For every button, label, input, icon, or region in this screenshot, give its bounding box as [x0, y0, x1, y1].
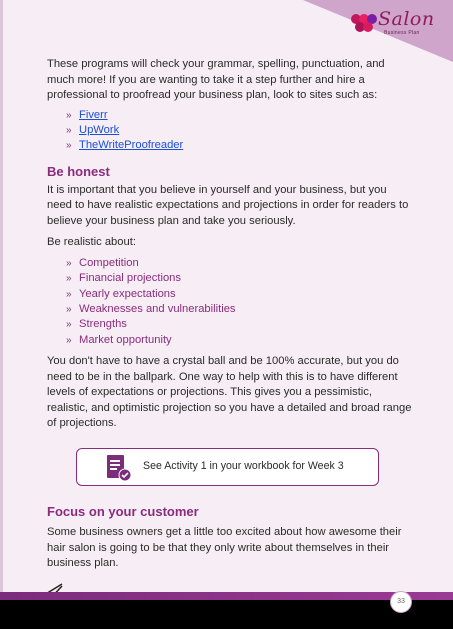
bullet-icon: » — [66, 334, 72, 346]
activity-callout — [76, 448, 379, 486]
logo-mark-icon — [351, 14, 379, 36]
bullet-icon: » — [66, 109, 72, 121]
activity-text: See Activity 1 in your workbook for Week 3 — [143, 460, 344, 472]
realistic-items-list — [47, 256, 412, 348]
logo-brand: Salon — [378, 8, 435, 30]
footer-bar — [0, 600, 453, 629]
proofread-links-list — [47, 108, 412, 154]
bullet-icon: » — [66, 257, 72, 269]
list-item: » Financial projections — [66, 271, 412, 286]
bullet-icon: » — [66, 124, 72, 136]
crystal-ball-paragraph: You don't have to have a crystal ball and be 100% accurate, but you do need to be in the ballpark. One way to help with this is to have different levels of expectations or projections. This gives you a pessimistic, realistic, and optimistic projection so you have a detailed and broad range of projections. — [47, 355, 412, 430]
focus-paragraph: Some business owners get a little too excited about how awesome their hair salon is going to be that they only write about themselves in their business plan. — [47, 526, 402, 569]
be-realistic-label: Be realistic about: — [47, 236, 136, 249]
footer-band — [0, 592, 453, 600]
bullet-icon: » — [66, 303, 72, 315]
list-item: » Competition — [66, 256, 412, 271]
main-content — [47, 57, 412, 432]
bullet-icon: » — [66, 273, 72, 285]
bullet-icon: » — [66, 288, 72, 300]
link-upwork[interactable]: UpWork — [79, 123, 120, 136]
intro-paragraph: These programs will check your grammar, spelling, punctuation, and much more! If you are wanting to take it a step further and hire a professional to proofread your business plan, look to sites such as: — [47, 58, 385, 101]
be-honest-paragraph: It is important that you believe in yourself and your business, but you need to have realistic expectations and projections in order for readers to believe your business plan and take you seriously. — [47, 183, 409, 227]
list-item — [66, 138, 412, 153]
section-heading-focus: Focus on your customer — [47, 504, 199, 519]
list-item: » Yearly expectations — [66, 287, 412, 302]
link-fiverr[interactable]: Fiverr — [79, 108, 108, 121]
salon-logo — [351, 8, 443, 42]
bullet-icon: » — [66, 140, 72, 152]
workbook-check-icon — [104, 454, 134, 482]
page-number: 33 — [390, 591, 412, 613]
list-item: » Strengths — [66, 317, 412, 332]
focus-section — [47, 504, 412, 572]
list-item: » Market opportunity — [66, 333, 412, 348]
list-item — [66, 123, 412, 138]
link-thewriteproofreader[interactable]: TheWriteProofreader — [79, 139, 184, 152]
list-item — [66, 108, 412, 123]
page-left-border — [0, 0, 3, 629]
list-item: » Weaknesses and vulnerabilities — [66, 302, 412, 317]
bullet-icon: » — [66, 319, 72, 331]
section-heading-be-honest: Be honest — [47, 163, 110, 179]
logo-tagline: Business Plan — [384, 30, 420, 36]
